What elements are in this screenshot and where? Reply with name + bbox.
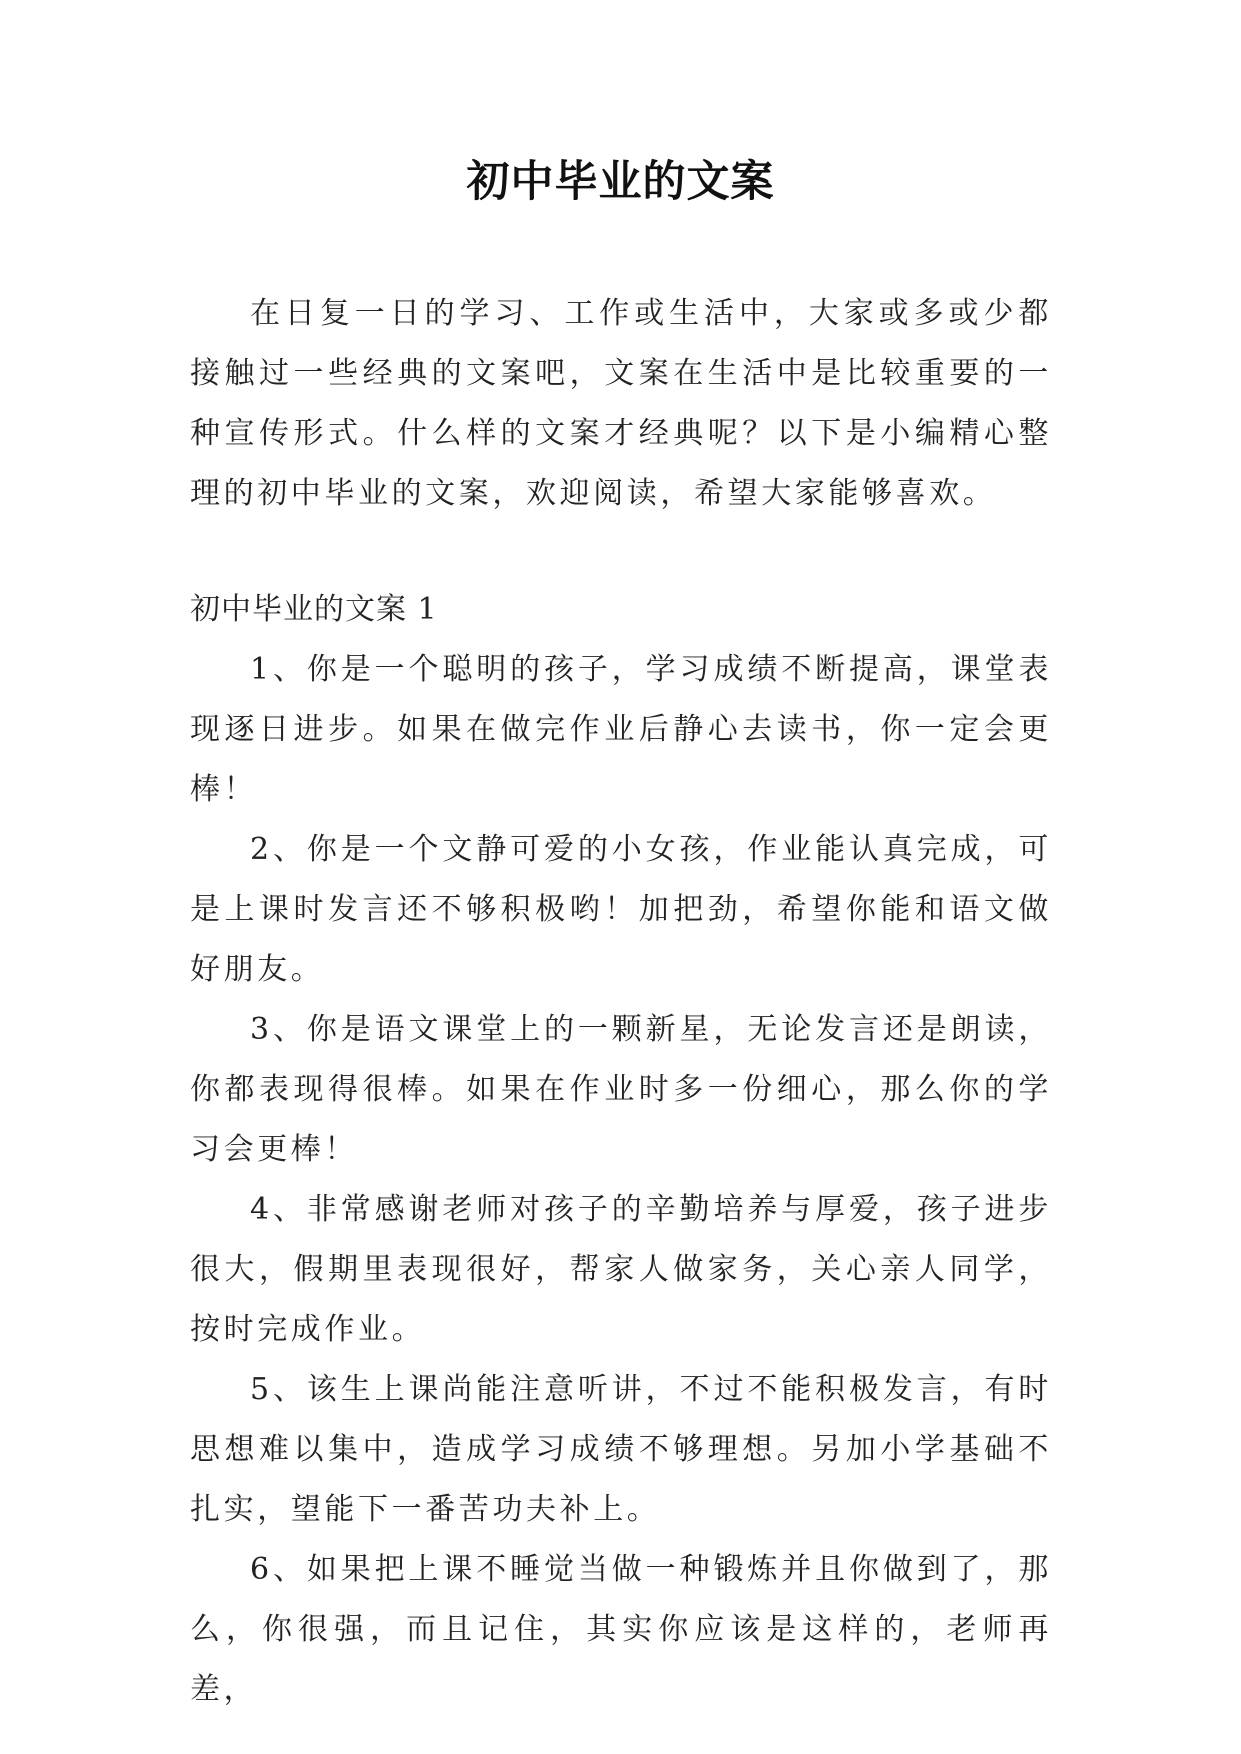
section-heading: 初中毕业的文案 1 [190, 592, 438, 627]
paragraph-4: 4、非常感谢老师对孩子的辛勤培养与厚爱，孩子进步很大，假期里表现很好，帮家人做家务，关心亲人同学，按时完成作业。 [190, 1192, 1052, 1347]
document-title: 初中毕业的文案 [466, 157, 775, 207]
paragraph-5: 5、该生上课尚能注意听讲，不过不能积极发言，有时思想难以集中，造成学习成绩不够理想。另加小学基础不扎实，望能下一番苦功夫补上。 [190, 1372, 1052, 1527]
section-block [190, 580, 1052, 1720]
paragraph-2: 2、你是一个文静可爱的小女孩，作业能认真完成，可是上课时发言还不够积极哟！加把劲，希望你能和语文做好朋友。 [190, 832, 1052, 987]
paragraph-6: 6、如果把上课不睡觉当做一种锻炼并且你做到了，那么，你很强，而且记住，其实你应该是这样的，老师再差， [190, 1552, 1052, 1707]
intro-paragraph: 在日复一日的学习、工作或生活中，大家或多或少都接触过一些经典的文案吧，文案在生活中是比较重要的一种宣传形式。什么样的文案才经典呢？以下是小编精心整理的初中毕业的文案，欢迎阅读，希望大家能够喜欢。 [190, 296, 1052, 511]
paragraph-3: 3、你是语文课堂上的一颗新星，无论发言还是朗读，你都表现得很棒。如果在作业时多一份细心，那么你的学习会更棒！ [190, 1012, 1052, 1167]
intro-block [190, 284, 1052, 524]
paragraph-1: 1、你是一个聪明的孩子，学习成绩不断提高，课堂表现逐日进步。如果在做完作业后静心去读书，你一定会更棒！ [190, 652, 1052, 807]
